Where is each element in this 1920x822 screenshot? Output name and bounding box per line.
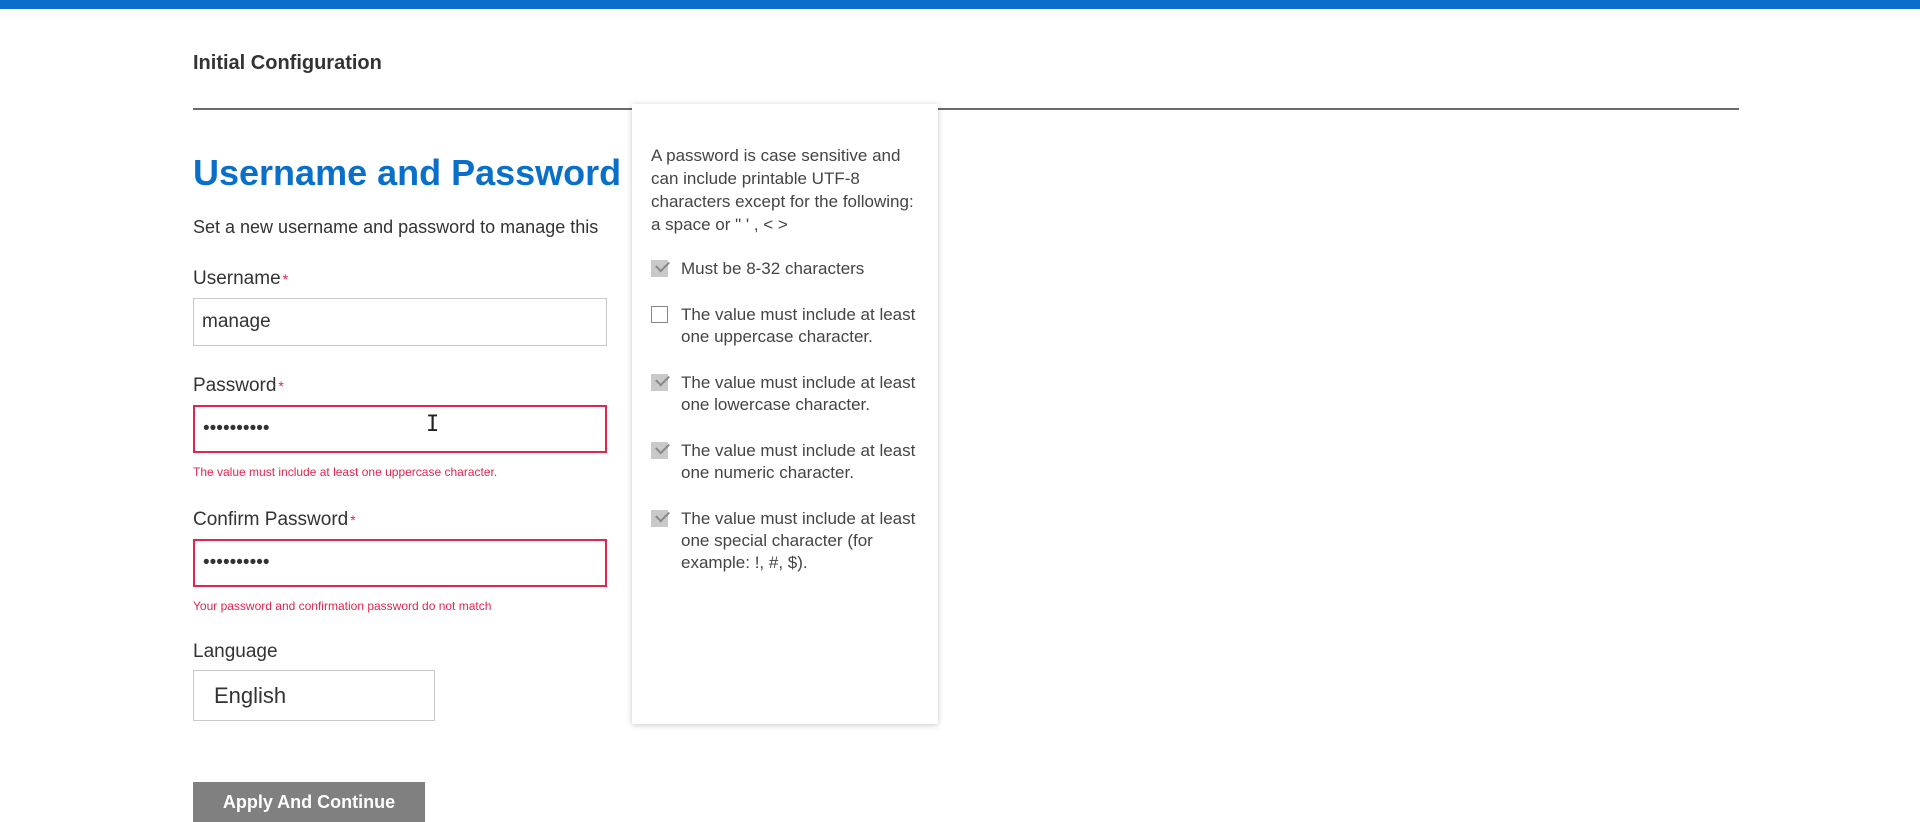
password-requirements-popover [632, 104, 938, 724]
required-asterisk-icon: * [350, 511, 356, 528]
password-requirements-intro: A password is case sensitive and can include printable UTF-8 characters except for the following: a space or " ' , < > [651, 146, 914, 234]
password-rule-text: The value must include at least one lowercase character. [681, 373, 916, 414]
apply-and-continue-button[interactable]: Apply And Continue [193, 782, 425, 822]
password-label [193, 375, 284, 397]
required-asterisk-icon: * [278, 377, 284, 394]
required-asterisk-icon: * [282, 270, 289, 287]
confirm-password-label-text: Confirm Password [193, 509, 349, 530]
breadcrumb: Initial Configuration [193, 52, 382, 74]
password-rule [651, 372, 918, 416]
password-rule-text: The value must include at least one uppercase character. [681, 305, 916, 346]
password-error-message: The value must include at least one uppercase character. [193, 465, 498, 479]
language-label: Language [193, 641, 278, 662]
header-divider [193, 108, 1739, 110]
confirm-password-label [193, 509, 356, 531]
language-select[interactable]: English [193, 670, 435, 721]
text-cursor-icon: I [426, 412, 440, 437]
password-rule-text: The value must include at least one numeric character. [681, 441, 916, 482]
username-input[interactable] [193, 298, 607, 346]
password-rule [651, 258, 918, 280]
username-label-text: Username [193, 268, 281, 289]
confirm-password-error-message: Your password and confirmation password do not match [193, 599, 492, 613]
password-label-text: Password [193, 375, 277, 396]
checkbox-checked-icon [651, 260, 668, 277]
checkbox-checked-icon [651, 374, 668, 391]
password-rule-text: Must be 8-32 characters [681, 259, 865, 278]
checkbox-checked-icon [651, 510, 668, 527]
username-label [193, 268, 288, 290]
page-intro: Set a new username and password to manage this [193, 217, 599, 237]
checkbox-unchecked-icon [651, 306, 668, 323]
confirm-password-input[interactable] [193, 539, 607, 587]
checkbox-checked-icon [651, 442, 668, 459]
password-rule [651, 508, 918, 574]
page-title: Username and Password [193, 152, 622, 193]
top-accent-bar [0, 0, 1920, 9]
password-rule-text: The value must include at least one special character (for example: !, #, $). [681, 509, 916, 572]
password-rule [651, 304, 918, 348]
password-rule [651, 440, 918, 484]
password-input[interactable] [193, 405, 607, 453]
